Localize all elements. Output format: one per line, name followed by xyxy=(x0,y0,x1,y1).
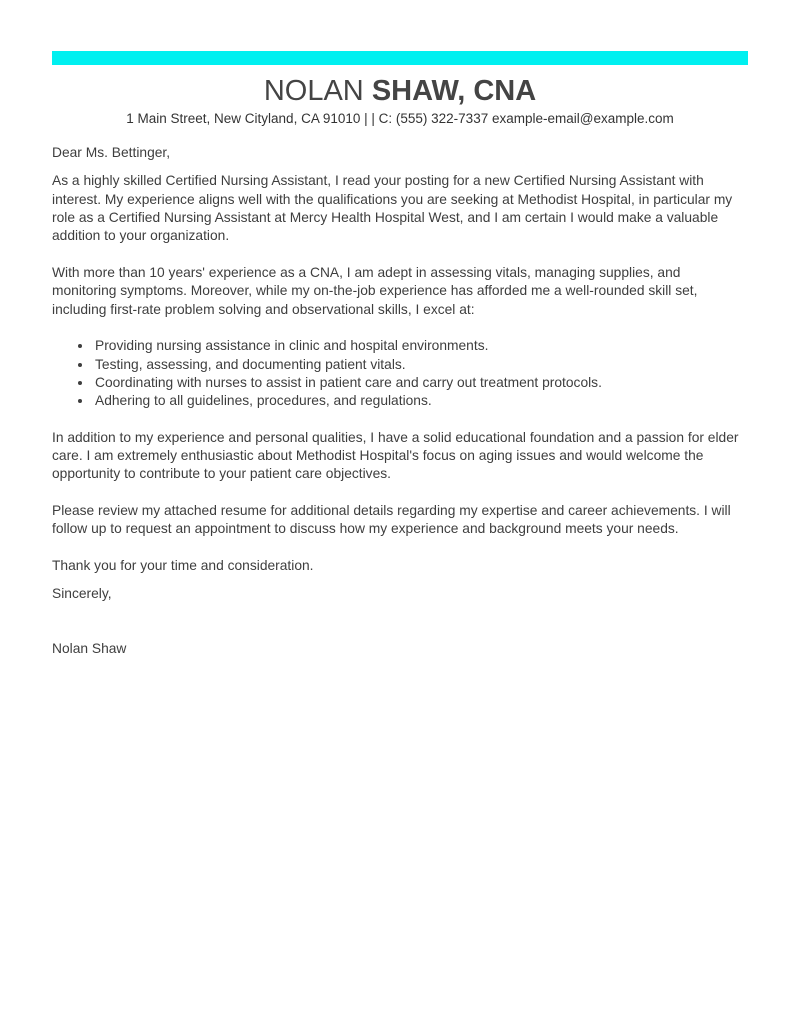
applicant-first-name: NOLAN xyxy=(263,75,364,107)
applicant-last-name-credential: SHAW, CNA xyxy=(371,75,537,107)
thank-you-line: Thank you for your time and consideration. xyxy=(52,558,314,574)
education-paragraph: In addition to my experience and personal qualities, I have a solid educational foundation and a passion for elder care. I am extremely enthusiastic about Methodist Hospital's focus on aging issues and would welcome the opportunity to contribute to your patient care objectives. xyxy=(52,429,739,482)
skills-lead-paragraph: With more than 10 years' experience as a CNA, I am adept in assessing vitals, managing supplies, and monitoring symptoms. Moreover, while my on-the-job experience has afforded me a well-rounded skill set, including first-rate problem solving and observational skills, I excel at: xyxy=(52,264,698,317)
applicant-name xyxy=(52,74,748,108)
bullet-item: • Adhering to all guidelines, procedures, and regulations. xyxy=(93,392,748,410)
signature-name: Nolan Shaw xyxy=(52,641,127,657)
letter-body xyxy=(52,144,748,659)
bullet-item: • Providing nursing assistance in clinic and hospital environments. xyxy=(93,337,748,355)
bullet-item: • Coordinating with nurses to assist in patient care and carry out treatment protocols. xyxy=(93,374,748,392)
resume-reference-paragraph: Please review my attached resume for additional details regarding my expertise and career achievements. I will follow up to request an appointment to discuss how my experience and background meets your needs. xyxy=(52,503,731,537)
bullet-list xyxy=(52,337,748,410)
bullet-item: • Testing, assessing, and documenting patient vitals. xyxy=(93,356,748,374)
salutation: Dear Ms. Bettinger, xyxy=(52,145,171,160)
intro-paragraph: As a highly skilled Certified Nursing Assistant, I read your posting for a new Certified Nursing Assistant with interest. My experience aligns well with the qualifications you are seeking at Methodist Hospital, in particular my role as a Certified Nursing Assistant at Mercy Health Hospital West, and I am certain I would make a valuable addition to your organization. xyxy=(52,173,733,244)
valediction: Sincerely, xyxy=(52,586,112,602)
top-accent-bar xyxy=(52,51,748,65)
contact-line: 1 Main Street, New Cityland, CA 91010 | | C: (555) 322-7337 example-email@example.com xyxy=(126,111,674,126)
